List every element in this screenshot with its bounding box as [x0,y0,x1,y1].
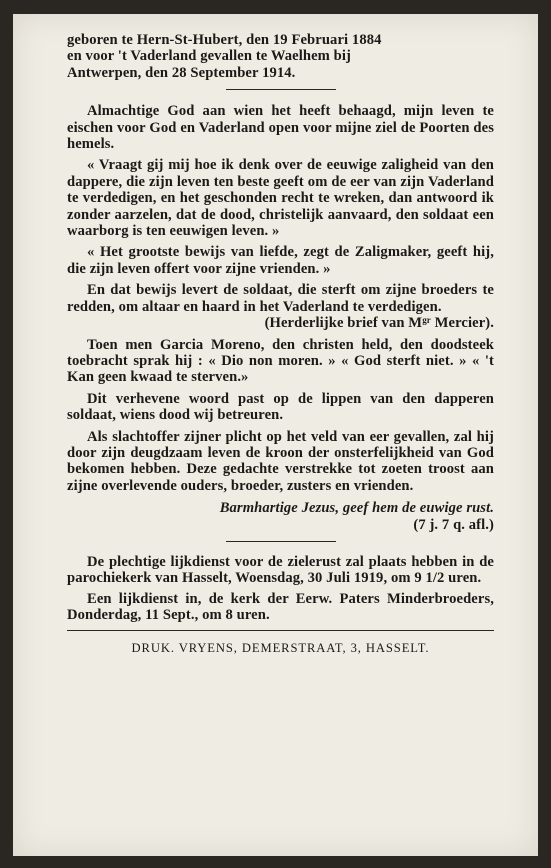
source-sup: gr [422,315,431,326]
header-block [67,32,494,81]
memorial-card [13,14,538,856]
service-second: Een lijkdienst in, de kerk der Eerw. Paters Minderbroeders, Donderdag, 11 Sept., om 8 uren. [67,590,494,624]
paragraph-quote-love: « Het grootste bewijs van liefde, zegt de Zaligmaker, geeft hij, die zijn leven offert voor zijne vrienden. » [67,244,494,277]
separator-middle [226,541,336,542]
paragraph-noble-word: Dit verhevene woord past op de lippen van den dapperen soldaat, wiens dood wij betreuren. [67,390,494,424]
indulgence-line: (7 j. 7 q. afl.) [413,516,494,533]
paragraph-prayer-intro: Almachtige God aan wien het heeft behaagd, mijn leven te eischen voor God en Vaderland open voor mijne ziel de Poorten des hemels. [67,103,494,153]
source-suffix: Mercier). [430,315,494,332]
header-line-3: Antwerpen, den 28 September 1914. [67,64,296,81]
separator-top [226,89,336,90]
paragraph-moreno: Toen men Garcia Moreno, den christen held, den doodsteek toebracht sprak hij : « Dio non moren. » « God sterft niet. » « 't Kan geen kwaad te sterven.» [67,336,494,386]
prayer-line: Barmhartige Jezus, geef hem de euwige rust. [219,500,494,517]
source-prefix: (Herderlijke brief van M [264,315,423,332]
paragraph-source [67,315,494,331]
paragraph-soldier-proof: En dat bewijs levert de soldaat, die sterft om zijne broeders te redden, om altaar en haard in het Vaderland te verdedigen. [67,282,494,315]
paragraph-quote-eternal: « Vraagt gij mij hoe ik denk over de eeuwige zaligheid van den dappere, die zijn leven ten beste geeft om de eer van zijn Vaderland te verdedigen, en het geschonden recht te wreken, dan antwoord ik zonder aarzelen, dat de dood, christelijk aanvaard, den soldaat een waarborg is ten eeuwigen leven. » [67,157,494,240]
separator-bottom [67,630,494,631]
printer-imprint: DRUK. VRYENS, DEMERSTRAAT, 3, HASSELT. [131,640,430,655]
service-main: De plechtige lijkdienst voor de zielerust zal plaats hebben in de parochiekerk van Hasselt, Woensdag, 30 Juli 1919, om 9 1/2 uren. [67,553,494,587]
header-line-1: geboren te Hern-St-Hubert, den 19 Februari 1884 [67,32,382,48]
paragraph-victim: Als slachtoffer zijner plicht op het veld van eer gevallen, zal hij door zijn deugdzaam leven de kroon der onsterfelijkheid van God bekomen hebben. Deze gedachte verstrekke tot zoeten troost aan zijne overlevende ouders, broeder, zusters en vrienden. [67,428,494,494]
header-line-2: en voor 't Vaderland gevallen te Waelhem bij [67,48,351,65]
